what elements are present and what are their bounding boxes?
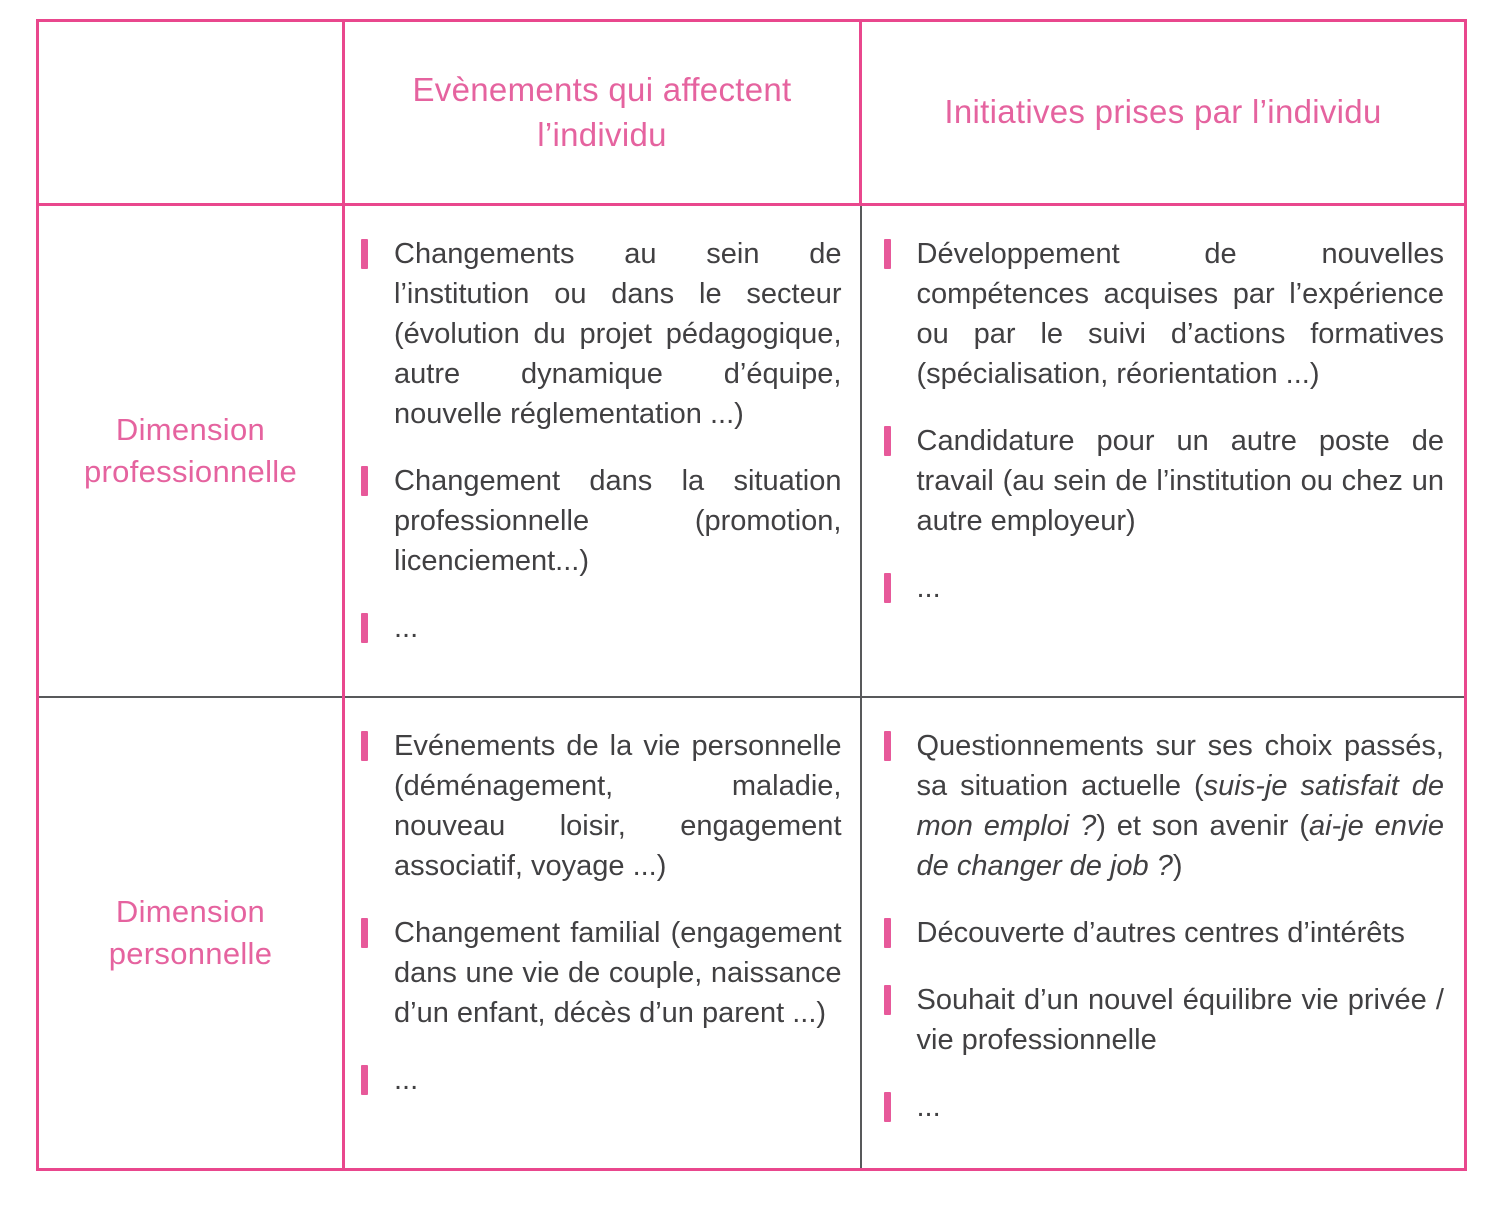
bullet-item [361, 726, 842, 886]
bullet-marker-icon [884, 426, 891, 456]
bullet-item [884, 980, 1445, 1060]
cell-professional-initiatives [861, 205, 1466, 697]
bullet-item [884, 234, 1445, 394]
header-cell-events: Evènements qui affectent l’individu [344, 21, 861, 205]
bullet-marker-icon [884, 573, 891, 603]
bullet-text: Candidature pour un autre poste de travail (au sein de l’institution ou chez un autre employeur) [916, 425, 1444, 537]
bullet-text: Changement dans la situation professionnelle (promotion, licenciement...) [394, 465, 842, 577]
bullet-marker-icon [884, 918, 891, 948]
bullet-marker-icon [361, 613, 368, 643]
bullet-text: ... [916, 572, 941, 604]
bullet-item [361, 913, 842, 1033]
bullet-marker-icon [361, 466, 368, 496]
bullet-marker-icon [361, 731, 368, 761]
bullet-marker-icon [361, 239, 368, 269]
bullet-item [361, 461, 842, 581]
bullet-marker-icon [884, 1092, 891, 1122]
bullet-text: Changement familial (engagement dans une vie de couple, naissance d’un enfant, décès d’un parent ...) [394, 916, 842, 1029]
bullet-text: Découverte d’autres centres d’intérêts [916, 916, 1405, 949]
header-cell-initiatives: Initiatives prises par l’individu [861, 21, 1466, 205]
bullet-marker-icon [361, 918, 368, 948]
bullet-text: Changements au sein de l’institution ou dans le secteur (évolution du projet pédagogique, autre dynamique d’équipe, nouvelle réglementation ...) [394, 238, 842, 430]
cell-personal-initiatives [861, 697, 1466, 1170]
table-row-professional [38, 205, 1466, 697]
bullet-item [361, 608, 842, 648]
bullet-item [884, 1087, 1445, 1127]
bullet-text: Développement de nouvelles compétences acquises par l’expérience ou par le suivi d’actions formatives (spécialisation, réorientation ...) [916, 238, 1444, 390]
bullet-text: Evénements de la vie personnelle (déménagement, maladie, nouveau loisir, engagement associatif, voyage ...) [394, 729, 842, 882]
table-header-row [38, 21, 1466, 205]
bullet-marker-icon [884, 731, 891, 761]
cell-professional-events [344, 205, 861, 697]
bullet-item [361, 234, 842, 434]
bullet-item [884, 421, 1445, 541]
dimension-events-initiatives-table [36, 19, 1467, 1171]
bullet-text: ... [394, 1063, 419, 1096]
bullet-text: ... [916, 1090, 941, 1123]
bullet-item [884, 726, 1445, 886]
bullet-text: ... [394, 612, 419, 644]
bullet-marker-icon [884, 985, 891, 1015]
row-label-personal: Dimension personnelle [38, 697, 344, 1170]
row-label-professional: Dimension professionnelle [38, 205, 344, 697]
bullet-item [361, 1060, 842, 1100]
table-row-personal [38, 697, 1466, 1170]
cell-personal-events [344, 697, 861, 1170]
bullet-text: Questionnements sur ses choix passés, sa situation actuelle (suis-je satisfait de mon emploi ?) et son avenir (ai-je envie de changer de job ?) [916, 729, 1444, 882]
bullet-item [884, 913, 1445, 953]
bullet-text: Souhait d’un nouvel équilibre vie privée / vie professionnelle [916, 983, 1444, 1056]
bullet-marker-icon [361, 1065, 368, 1095]
bullet-item [884, 568, 1445, 608]
bullet-marker-icon [884, 239, 891, 269]
header-cell-empty [38, 21, 344, 205]
